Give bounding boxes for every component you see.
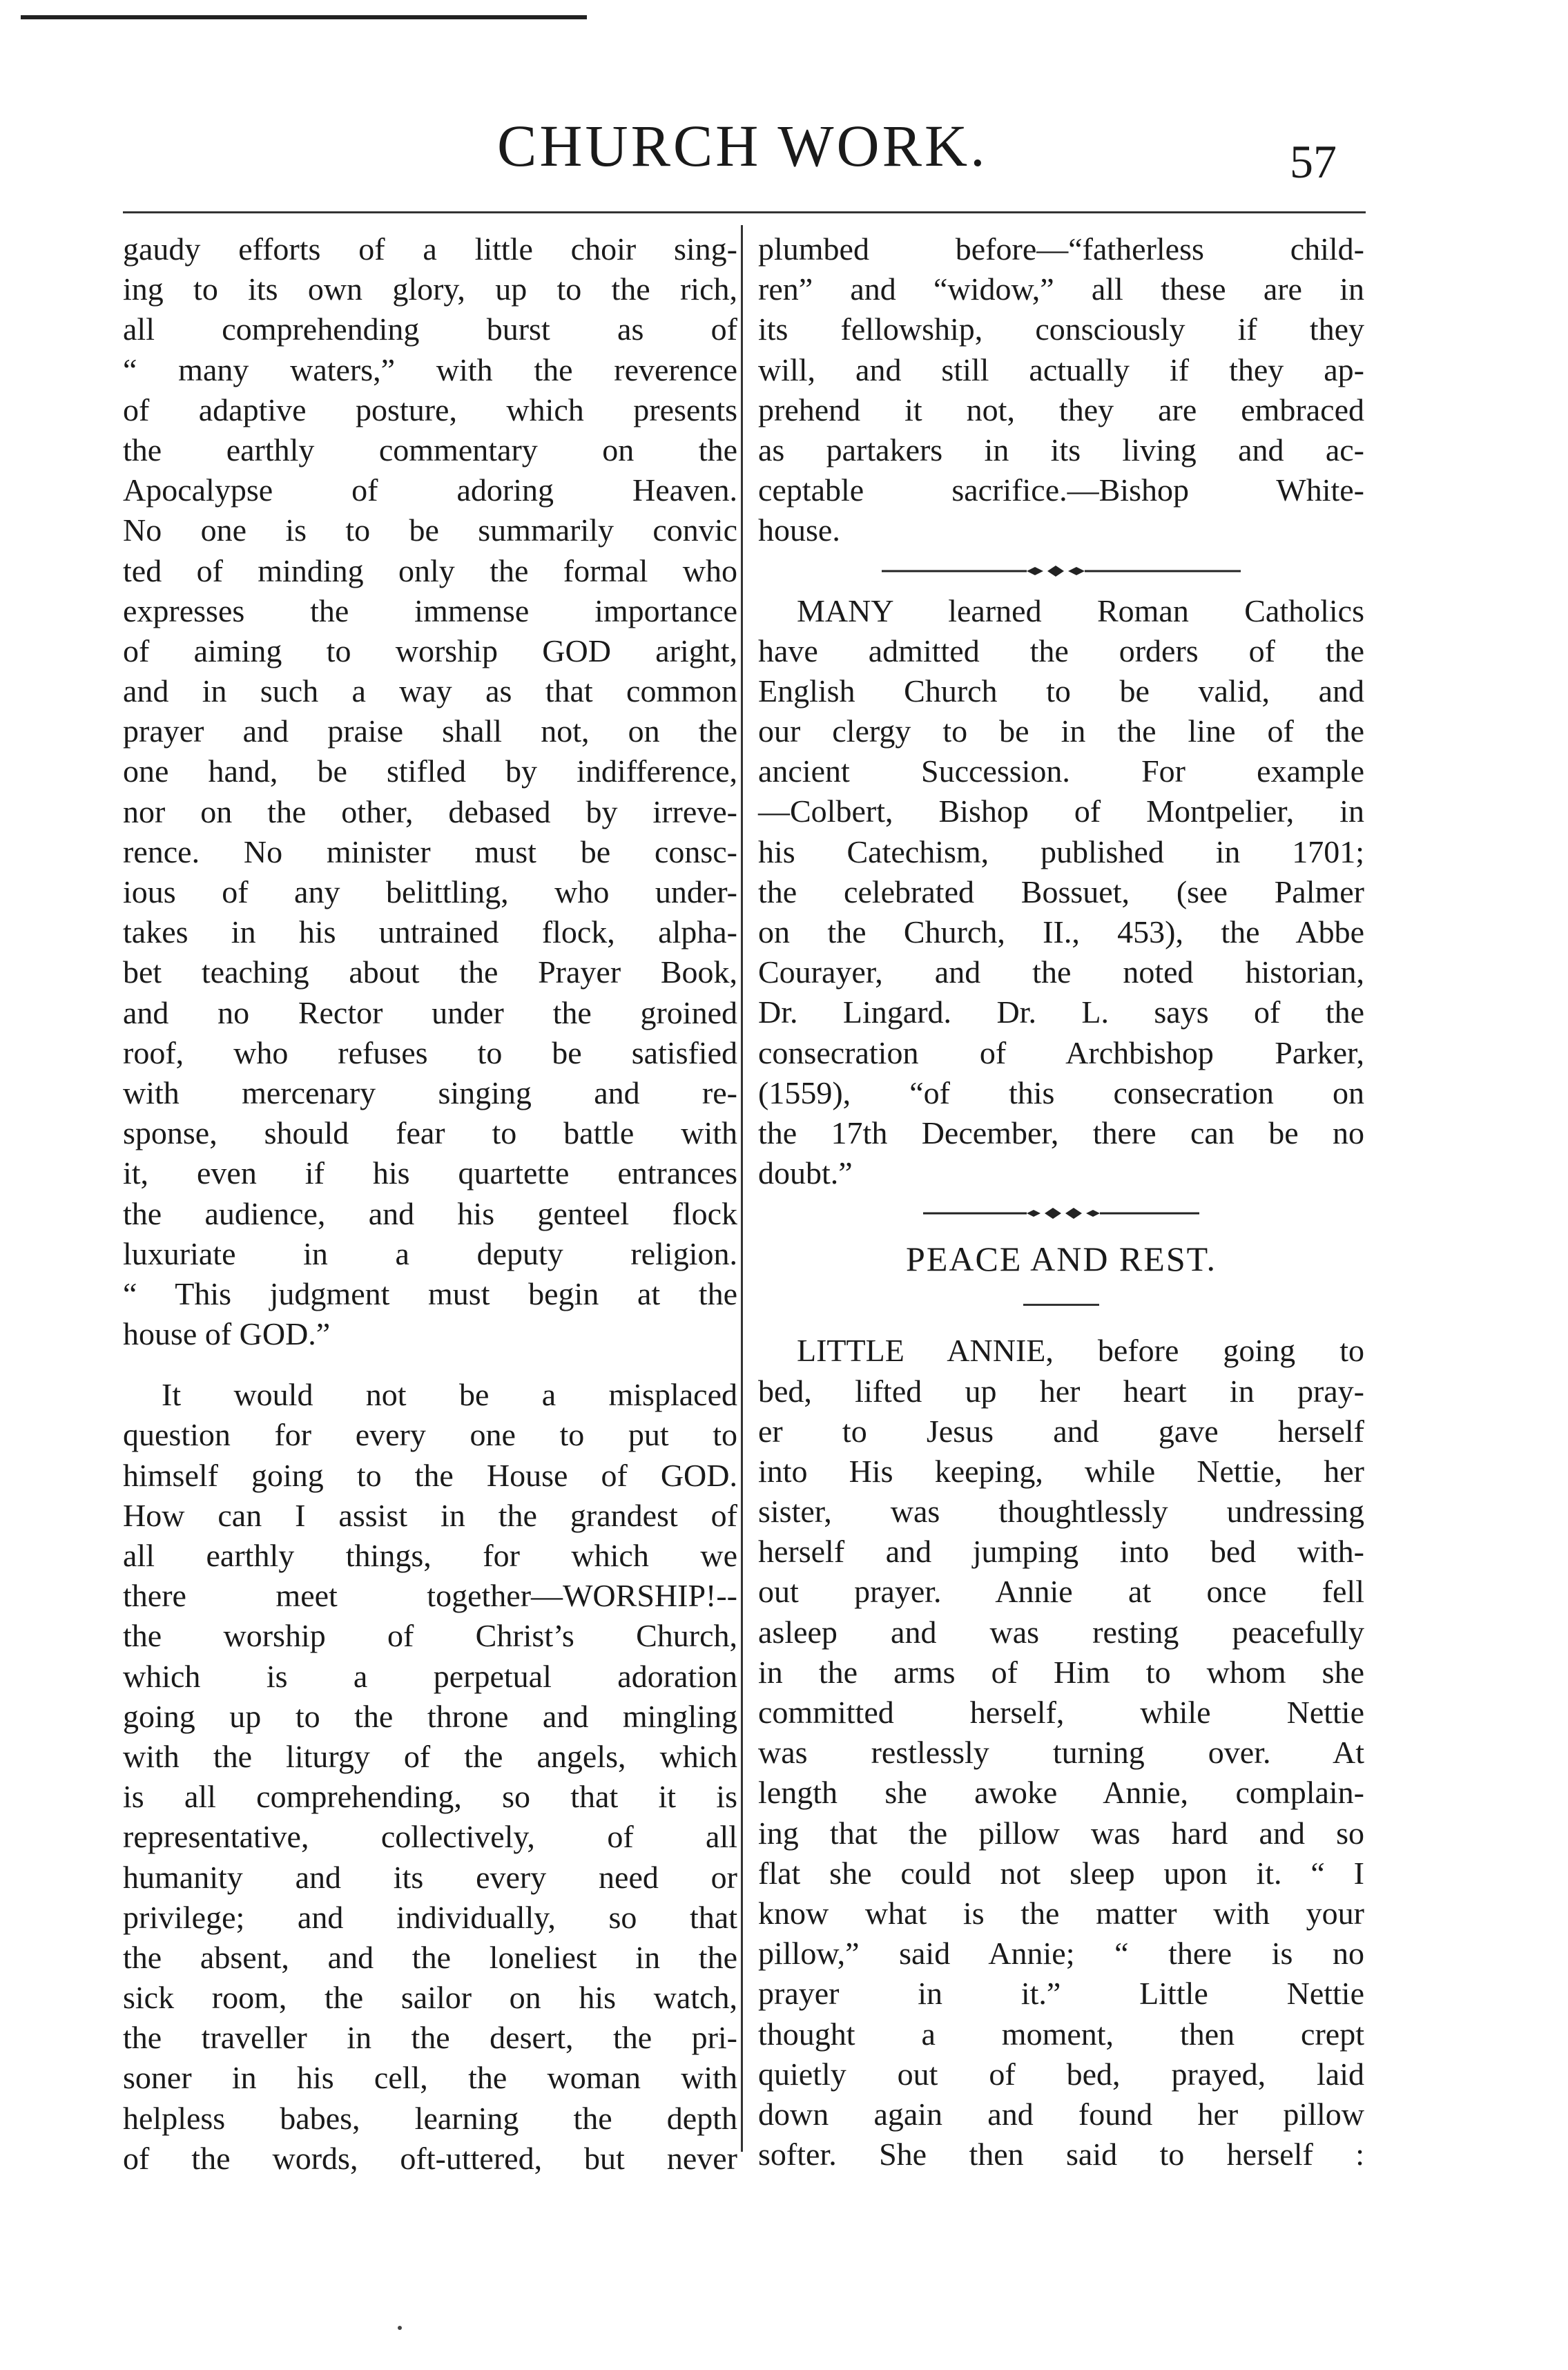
running-header-title: CHURCH WORK. xyxy=(497,113,988,179)
text-line: the absent, and the loneliest in the xyxy=(123,1939,737,1975)
text-line: with mercenary singing and re- xyxy=(123,1075,737,1110)
text-line: there meet together—WORSHIP!-- xyxy=(123,1578,737,1614)
text-line: No one is to be summarily convic xyxy=(123,512,737,548)
right-column xyxy=(758,229,1364,2175)
text-line: one hand, be stifled by indifference, xyxy=(123,753,737,789)
paragraph-gap xyxy=(123,1354,737,1375)
text-line: down again and found her pillow xyxy=(758,2096,1364,2132)
header-rule xyxy=(123,211,1366,213)
text-line: asleep and was resting peacefully xyxy=(758,1614,1364,1650)
text-line: was restlessly turning over. At xyxy=(758,1735,1364,1771)
text-line: expresses the immense importance xyxy=(123,592,737,628)
text-line: ing to its own glory, up to the rich, xyxy=(123,271,737,307)
text-line: prayer in it.” Little Nettie xyxy=(758,1976,1364,2012)
text-line: ancient Succession. For example xyxy=(758,753,1364,789)
text-line: of the words, oft-uttered, but never xyxy=(123,2140,737,2176)
dash-diamond-ornament-icon xyxy=(758,1193,1364,1233)
text-line: (1559), “of this consecration on xyxy=(758,1075,1364,1110)
text-line: nor on the other, debased by irreve- xyxy=(123,793,737,829)
text-line: ing that the pillow was hard and so xyxy=(758,1815,1364,1851)
text-line: out prayer. Annie at once fell xyxy=(758,1574,1364,1610)
text-line: house of GOD.” xyxy=(123,1316,331,1352)
text-line: length she awoke Annie, complain- xyxy=(758,1775,1364,1811)
text-line: prehend it not, they are embraced xyxy=(758,392,1364,427)
text-line: How can I assist in the grandest of xyxy=(123,1497,737,1533)
text-line: flat she could not sleep upon it. “ I xyxy=(758,1855,1364,1891)
text-line: “ many waters,” with the reverence xyxy=(123,351,737,387)
text-line: “ This judgment must begin at the xyxy=(123,1275,737,1311)
print-speck xyxy=(398,2326,402,2330)
text-line: himself going to the House of GOD. xyxy=(123,1457,737,1493)
text-line: the celebrated Bossuet, (see Palmer xyxy=(758,874,1364,909)
left-paragraph-2 xyxy=(123,1375,737,2179)
text-line: committed herself, while Nettie xyxy=(758,1695,1364,1730)
text-line: and in such a way as that common xyxy=(123,673,737,709)
text-line: er to Jesus and gave herself xyxy=(758,1413,1364,1449)
text-line: ren” and “widow,” all these are in xyxy=(758,271,1364,307)
text-line: Courayer, and the noted historian, xyxy=(758,954,1364,990)
text-line: going up to the throne and mingling xyxy=(123,1698,737,1734)
text-line: sister, was thoughtlessly undressing xyxy=(758,1494,1364,1530)
left-column xyxy=(123,229,737,2179)
text-line: thought a moment, then crept xyxy=(758,2016,1364,2052)
text-line: the worship of Christ’s Church, xyxy=(123,1618,737,1654)
text-line: will, and still actually if they ap- xyxy=(758,351,1364,387)
text-line: Apocalypse of adoring Heaven. xyxy=(123,472,737,508)
text-line: doubt.” xyxy=(758,1155,853,1191)
text-line: the traveller in the desert, the pri- xyxy=(123,2020,737,2056)
text-line: rence. No minister must be consc- xyxy=(123,834,737,869)
text-line: question for every one to put to xyxy=(123,1417,737,1453)
text-line: helpless babes, learning the depth xyxy=(123,2100,737,2136)
text-line: bet teaching about the Prayer Book, xyxy=(123,954,737,990)
text-line: house. xyxy=(758,512,840,548)
page-number: 57 xyxy=(1290,135,1337,188)
dash-diamond-ornament-icon xyxy=(758,551,1364,591)
right-paragraph-3 xyxy=(758,1331,1364,2175)
text-line: quietly out of bed, prayed, laid xyxy=(758,2056,1364,2092)
left-paragraph-1 xyxy=(123,229,737,1354)
top-edge-rule xyxy=(21,15,587,19)
text-line: the earthly commentary on the xyxy=(123,432,737,468)
text-line: of aiming to worship GOD aright, xyxy=(123,633,737,668)
text-line: ious of any belittling, who under- xyxy=(123,874,737,909)
text-line: is all comprehending, so that it is xyxy=(123,1779,737,1815)
ornament-svg xyxy=(923,1206,1199,1220)
text-line: bed, lifted up her heart in pray- xyxy=(758,1373,1364,1409)
text-line: roof, who refuses to be satisfied xyxy=(123,1034,737,1070)
text-line: his Catechism, published in 1701; xyxy=(758,834,1364,869)
text-line: soner in his cell, the woman with xyxy=(123,2060,737,2096)
section-heading: PEACE AND REST. xyxy=(906,1240,1217,1279)
text-line: representative, collectively, of all xyxy=(123,1819,737,1855)
text-line: —Colbert, Bishop of Montpelier, in xyxy=(758,793,1364,829)
text-line: plumbed before—“fatherless child- xyxy=(758,231,1364,267)
text-line: of adaptive posture, which presents xyxy=(123,392,737,427)
text-line: takes in his untrained flock, alpha- xyxy=(123,914,737,950)
text-line: the audience, and his genteel flock xyxy=(123,1195,737,1231)
text-line: as partakers in its living and ac- xyxy=(758,432,1364,468)
text-line: all comprehending burst as of xyxy=(123,311,737,347)
text-line: it, even if his quartette entrances xyxy=(123,1155,737,1191)
heading-rule xyxy=(1023,1304,1099,1306)
text-line: into His keeping, while Nettie, her xyxy=(758,1453,1364,1489)
text-line: the 17th December, there can be no xyxy=(758,1115,1364,1150)
text-line: in the arms of Him to whom she xyxy=(758,1654,1364,1690)
text-line: ted of minding only the formal who xyxy=(123,552,737,588)
text-line: MANY learned Roman Catholics xyxy=(797,592,1364,628)
text-line: English Church to be valid, and xyxy=(758,673,1364,709)
text-line: which is a perpetual adoration xyxy=(123,1658,737,1694)
text-line: and no Rector under the groined xyxy=(123,994,737,1030)
text-line: It would not be a misplaced xyxy=(162,1377,737,1413)
text-line: pillow,” said Annie; “ there is no xyxy=(758,1936,1364,1972)
text-line: sponse, should fear to battle with xyxy=(123,1115,737,1151)
text-line: ceptable sacrifice.—Bishop White- xyxy=(758,472,1364,508)
text-line: gaudy efforts of a little choir sing- xyxy=(123,231,737,267)
ornament-svg xyxy=(882,564,1241,578)
text-line: herself and jumping into bed with- xyxy=(758,1534,1364,1570)
text-line: on the Church, II., 453), the Abbe xyxy=(758,914,1364,950)
text-line: have admitted the orders of the xyxy=(758,633,1364,668)
text-line: with the liturgy of the angels, which xyxy=(123,1738,737,1774)
text-line: consecration of Archbishop Parker, xyxy=(758,1034,1364,1070)
text-line: softer. She then said to herself : xyxy=(758,2137,1364,2172)
right-paragraph-2 xyxy=(758,591,1364,1194)
right-paragraph-1 xyxy=(758,229,1364,551)
text-line: all earthly things, for which we xyxy=(123,1538,737,1573)
text-line: our clergy to be in the line of the xyxy=(758,713,1364,749)
text-line: luxuriate in a deputy religion. xyxy=(123,1235,737,1271)
text-line: humanity and its every need or xyxy=(123,1859,737,1895)
text-line: LITTLE ANNIE, before going to xyxy=(797,1333,1364,1369)
text-line: Dr. Lingard. Dr. L. says of the xyxy=(758,994,1364,1030)
text-line: its fellowship, consciously if they xyxy=(758,311,1364,347)
text-line: know what is the matter with your xyxy=(758,1895,1364,1931)
column-divider xyxy=(741,225,743,2152)
text-line: prayer and praise shall not, on the xyxy=(123,713,737,749)
text-line: sick room, the sailor on his watch, xyxy=(123,1980,737,2016)
text-line: privilege; and individually, so that xyxy=(123,1899,737,1935)
